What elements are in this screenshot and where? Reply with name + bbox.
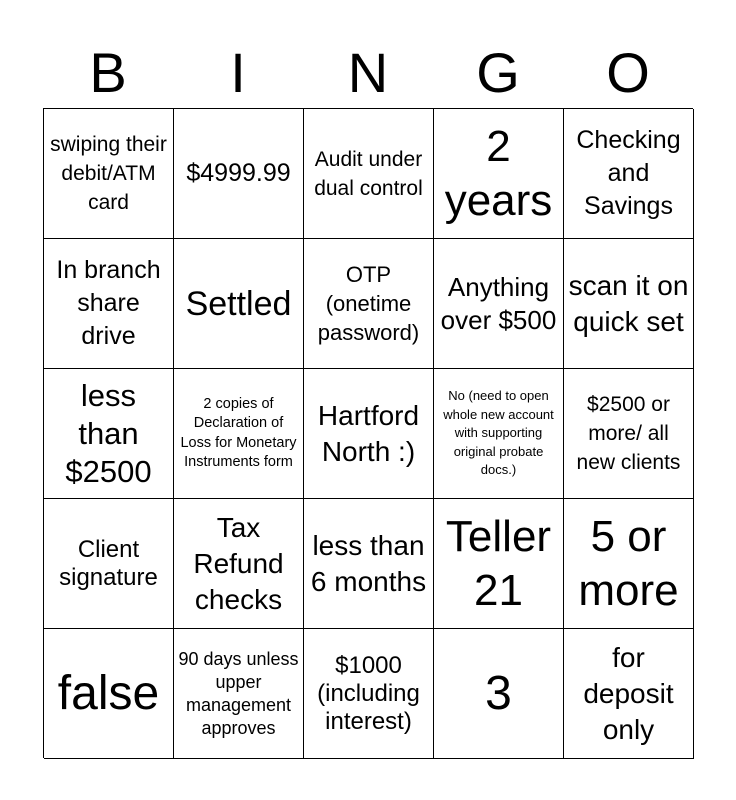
bingo-cell-text: Checking and Savings — [576, 126, 681, 220]
header-letter-n: N — [347, 41, 389, 104]
bingo-cell-text: false — [57, 666, 160, 720]
bingo-cell-text: less than 6 months — [310, 529, 427, 597]
bingo-cell-text: $2500 or more/ all new clients — [576, 393, 681, 474]
bingo-cell-text: 2 years — [444, 121, 553, 225]
bingo-cell[interactable] — [304, 499, 434, 629]
header-letter-o: O — [606, 41, 650, 104]
bingo-cell[interactable] — [174, 109, 304, 239]
bingo-cell-text: Hartford North :) — [317, 399, 420, 467]
header-letter-b: B — [89, 41, 127, 104]
bingo-cell-text: Anything over $500 — [440, 271, 557, 335]
bingo-cell[interactable] — [174, 239, 304, 369]
bingo-cell-text: scan it on quick set — [568, 269, 689, 337]
bingo-cell[interactable] — [564, 369, 694, 499]
bingo-cell-text: OTP (onetime password) — [317, 262, 420, 345]
bingo-cell-text: swiping their debit/ATM card — [50, 133, 167, 214]
bingo-cell[interactable] — [44, 369, 174, 499]
bingo-cell[interactable] — [304, 629, 434, 759]
bingo-cell-text: Audit under dual control — [314, 147, 423, 200]
bingo-cell[interactable] — [564, 239, 694, 369]
bingo-cell-text: In branch share drive — [56, 256, 161, 350]
bingo-cell-text: 2 copies of Declaration of Loss for Monetary Instruments form — [180, 395, 297, 470]
bingo-cell-text: Teller 21 — [445, 511, 552, 615]
bingo-cell-text: Tax Refund checks — [193, 511, 284, 615]
bingo-cell[interactable] — [434, 109, 564, 239]
bingo-cell[interactable] — [174, 369, 304, 499]
bingo-cell[interactable] — [174, 499, 304, 629]
bingo-cell[interactable] — [304, 369, 434, 499]
bingo-cell[interactable] — [564, 109, 694, 239]
bingo-cell[interactable] — [564, 499, 694, 629]
bingo-cell-text: less than $2500 — [65, 377, 152, 489]
bingo-cell[interactable] — [434, 499, 564, 629]
bingo-cell-text: Settled — [185, 284, 292, 323]
bingo-cell-text: $4999.99 — [186, 159, 291, 187]
bingo-cell-text: $1000 (including interest) — [317, 651, 420, 735]
bingo-cell-text: 90 days unless upper management approves — [178, 648, 299, 738]
header-letter-g: G — [476, 41, 520, 104]
bingo-header — [43, 38, 693, 108]
bingo-cell[interactable] — [434, 629, 564, 759]
bingo-cell[interactable] — [304, 109, 434, 239]
bingo-cell-text: 3 — [485, 666, 512, 720]
bingo-cell-text: No (need to open whole new account with supporting original probate docs.) — [443, 388, 554, 478]
bingo-cell-text: 5 or more — [578, 511, 679, 615]
bingo-cell-text: for deposit only — [583, 641, 674, 745]
bingo-cell[interactable] — [174, 629, 304, 759]
bingo-cell-text: Client signature — [59, 535, 158, 591]
bingo-cell[interactable] — [304, 239, 434, 369]
bingo-cell[interactable] — [44, 239, 174, 369]
bingo-cell[interactable] — [564, 629, 694, 759]
bingo-cell[interactable] — [44, 109, 174, 239]
bingo-grid — [43, 108, 693, 758]
header-letter-i: I — [230, 41, 246, 104]
bingo-cell[interactable] — [434, 239, 564, 369]
bingo-cell[interactable] — [44, 499, 174, 629]
bingo-cell[interactable] — [44, 629, 174, 759]
bingo-cell[interactable] — [434, 369, 564, 499]
